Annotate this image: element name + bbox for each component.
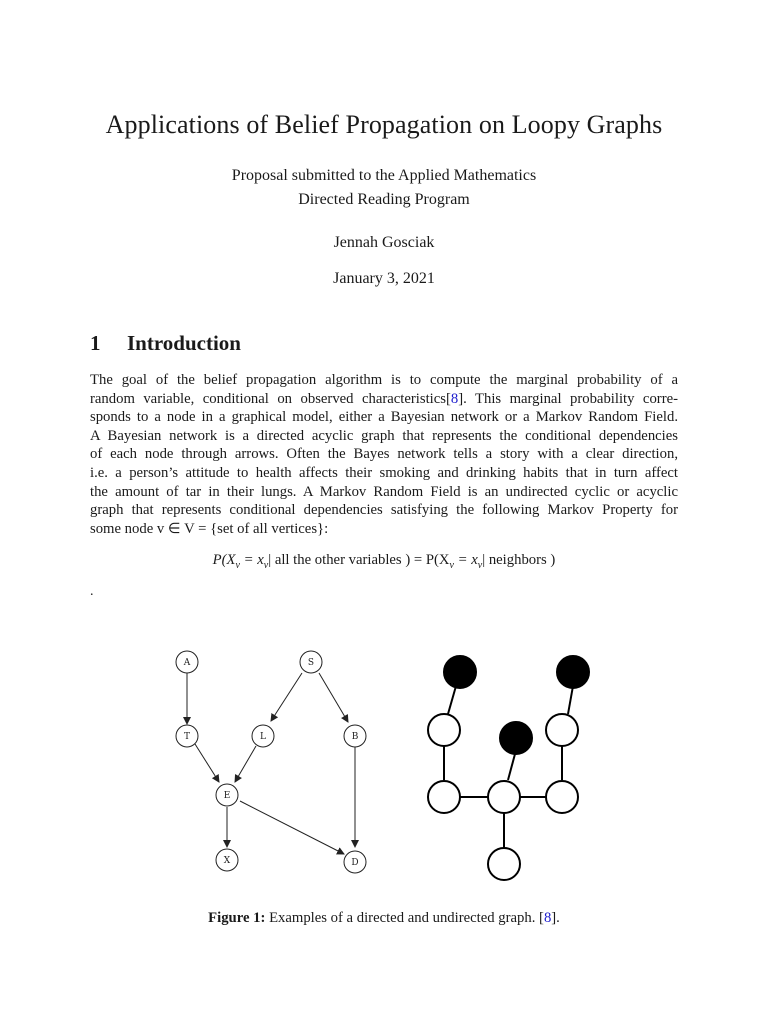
paper-title: Applications of Belief Propagation on Loopy Graphs — [105, 110, 663, 139]
directed-graph-edges — [187, 673, 355, 854]
paragraph-line: A Bayesian network is a directed acyclic graph that represents the conditional dependencies — [90, 427, 678, 444]
caption-text: Examples of a directed and undirected graph. [ — [265, 910, 544, 926]
intro-paragraph — [90, 371, 678, 538]
eq-part: | neighbors ) — [482, 552, 556, 568]
caption-label: Figure 1: — [208, 910, 266, 926]
eq-part: = x — [239, 552, 264, 568]
paragraph-text: random variable, conditional on observed characteristics[ — [90, 390, 451, 407]
markov-property-equation — [0, 552, 768, 571]
node-t — [176, 725, 198, 747]
paragraph-line: some node v ∈ V = {set of all vertices}: — [90, 520, 329, 537]
section-heading — [90, 331, 241, 356]
paragraph-line: The goal of the belief propagation algorithm is to compute the marginal probability of a — [90, 372, 678, 388]
section-title: Introduction — [127, 331, 241, 355]
node-label-l: L — [260, 732, 266, 742]
edge-l-e — [235, 746, 256, 782]
graph-figure — [160, 640, 600, 890]
node-label-s: S — [307, 658, 315, 668]
u-node-dark — [500, 722, 532, 754]
caption-end: ]. — [551, 910, 560, 926]
paragraph-line: graph that represents conditional dependencies satisfying the following Markov Property for — [90, 502, 678, 519]
node-e — [216, 784, 238, 806]
node-label-a: A — [183, 658, 191, 668]
node-a — [176, 651, 198, 673]
edge-s-l — [271, 673, 302, 721]
node-label-t: T — [183, 732, 191, 742]
paragraph-line: i.e. a person’s attitude to health affects their smoking and drinking habits that in turn affect — [90, 464, 678, 481]
paper-date: January 3, 2021 — [333, 270, 435, 287]
edge-e-d — [240, 801, 344, 854]
paper-subtitle — [0, 164, 768, 212]
figure-caption — [0, 910, 768, 927]
eq-part: P(X — [212, 552, 236, 568]
node-b — [344, 725, 366, 747]
u-node-light — [546, 714, 578, 746]
subtitle-line-2: Directed Reading Program — [298, 191, 470, 208]
node-label-x: X — [223, 856, 231, 866]
undirected-graph-nodes — [428, 656, 589, 880]
u-node-light — [546, 781, 578, 813]
stray-period: . — [90, 584, 94, 599]
node-x — [216, 849, 238, 871]
eq-subscript: v — [235, 559, 240, 571]
u-edge — [448, 686, 456, 714]
node-label-e: E — [223, 791, 231, 801]
section-number: 1 — [90, 331, 101, 355]
u-node-dark — [557, 656, 589, 688]
node-s — [300, 651, 322, 673]
paragraph-line: the amount of tar in their lungs. A Markov Random Field is an undirected cyclic or acyclic — [90, 483, 678, 500]
u-node-light — [488, 781, 520, 813]
edge-t-e — [195, 744, 219, 782]
subtitle-line-1: Proposal submitted to the Applied Mathematics — [231, 167, 537, 184]
directed-graph-nodes — [176, 651, 366, 873]
u-edge — [508, 754, 515, 780]
node-d — [344, 851, 366, 873]
u-node-light — [428, 781, 460, 813]
edge-s-b — [319, 673, 348, 722]
node-label-d: D — [351, 858, 359, 868]
u-edge — [568, 686, 573, 714]
paper-author: Jennah Gosciak — [333, 234, 435, 251]
u-node-light — [488, 848, 520, 880]
eq-subscript: v — [263, 559, 269, 571]
eq-subscript: v — [477, 559, 483, 571]
citation-link[interactable]: 8 — [450, 390, 459, 407]
paragraph-text: ]. This marginal probability corre- — [458, 390, 678, 407]
node-l — [252, 725, 274, 747]
paragraph-line — [90, 390, 678, 409]
undirected-graph-edges — [444, 686, 573, 848]
u-node-light — [428, 714, 460, 746]
eq-part: = x — [453, 552, 478, 568]
eq-part: | all the other variables ) = P(X — [268, 552, 450, 568]
paragraph-line: of each node through arrows. Often the Bayes network tells a story with a clear direction, — [90, 446, 678, 463]
figure-1 — [160, 640, 600, 890]
paragraph-line: sponds to a node in a graphical model, either a Bayesian network or a Markov Random Field. — [90, 409, 678, 426]
node-label-b: B — [351, 732, 359, 742]
citation-link[interactable]: 8 — [543, 910, 552, 926]
u-node-dark — [444, 656, 476, 688]
eq-subscript: v — [449, 559, 454, 571]
